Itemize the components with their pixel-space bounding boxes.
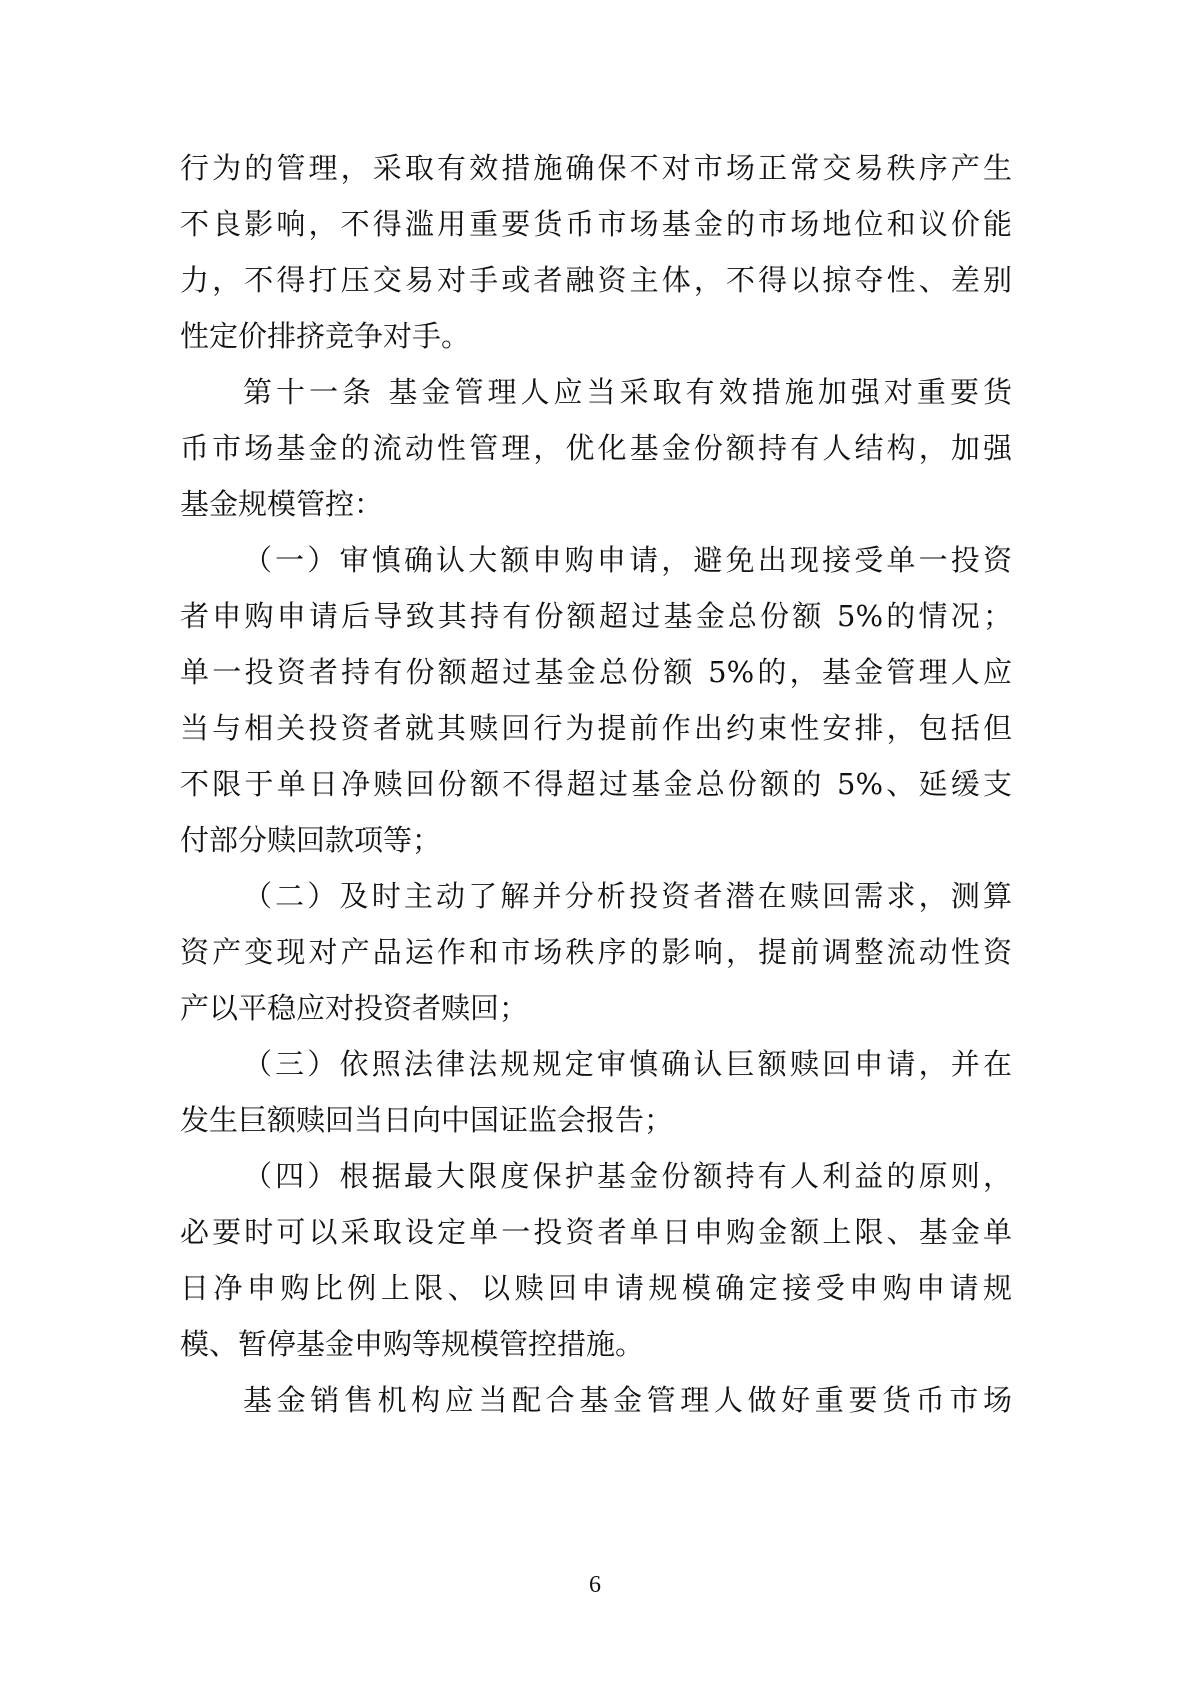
article-heading-line: 第十一条 基金管理人应当采取有效措施加强对重要货 (243, 375, 1012, 409)
text-line: 者申购申请后导致其持有份额超过基金总份额 5%的情况； (180, 599, 1012, 633)
text-line: 单一投资者持有份额超过基金总份额 5%的，基金管理人应 (180, 655, 1012, 689)
list-item-1-line: （一）审慎确认大额申购申请，避免出现接受单一投资 (243, 543, 1012, 577)
list-item-2-line: （二）及时主动了解并分析投资者潜在赎回需求，测算 (243, 879, 1012, 913)
text-line: 日净申购比例上限、以赎回申请规模确定接受申购申请规 (180, 1271, 1012, 1305)
text-line: 不限于单日净赎回份额不得超过基金总份额的 5%、延缓支 (180, 767, 1012, 801)
text-line: 付部分赎回款项等； (180, 823, 442, 857)
text-line: 资产变现对产品运作和市场秩序的影响，提前调整流动性资 (180, 935, 1012, 969)
text-line: 基金规模管控： (180, 487, 384, 521)
text-line: 力，不得打压交易对手或者融资主体，不得以掠夺性、差别 (180, 263, 1012, 297)
page-number: 6 (589, 1572, 601, 1598)
text-line: 模、暂停基金申购等规模管控措施。 (180, 1327, 645, 1361)
text-line: 币市场基金的流动性管理，优化基金份额持有人结构，加强 (180, 431, 1012, 465)
text-line: 当与相关投资者就其赎回行为提前作出约束性安排，包括但 (180, 711, 1012, 745)
list-item-4-line: （四）根据最大限度保护基金份额持有人利益的原则， (243, 1159, 1012, 1193)
text-line: 不良影响，不得滥用重要货币市场基金的市场地位和议价能 (180, 207, 1012, 241)
text-line: 发生巨额赎回当日向中国证监会报告； (180, 1103, 674, 1137)
text-line: 性定价排挤竞争对手。 (180, 319, 471, 353)
list-item-3-line: （三）依照法律法规规定审慎确认巨额赎回申请，并在 (243, 1047, 1012, 1081)
text-line: 行为的管理，采取有效措施确保不对市场正常交易秩序产生 (180, 151, 1012, 185)
text-line: 必要时可以采取设定单一投资者单日申购金额上限、基金单 (180, 1215, 1012, 1249)
paragraph-line: 基金销售机构应当配合基金管理人做好重要货币市场 (243, 1383, 1012, 1417)
text-line: 产以平稳应对投资者赎回； (180, 991, 529, 1025)
